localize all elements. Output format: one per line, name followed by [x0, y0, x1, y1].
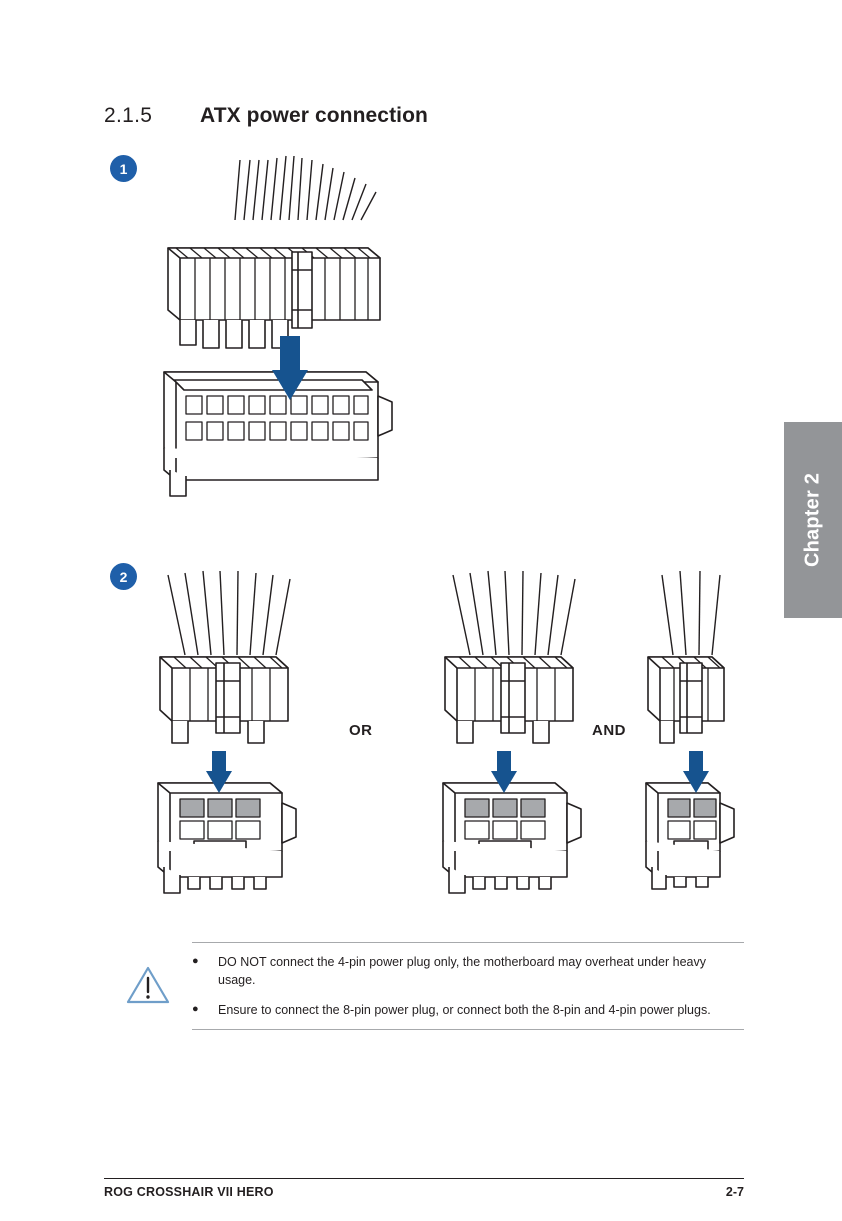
- label-or: OR: [349, 722, 373, 739]
- label-and: AND: [592, 722, 626, 739]
- note-rule-bottom: [192, 1029, 744, 1030]
- footer-page-number: 2-7: [725, 1185, 744, 1199]
- chapter-tab-label: Chapter 2: [801, 472, 824, 568]
- figure-atx-24pin-connection: [140, 140, 440, 545]
- section-title: ATX power connection: [200, 104, 428, 127]
- list-item: [192, 953, 744, 989]
- note-text: DO NOT connect the 4-pin power plug only, the motherboard may overheat under heavy usage.: [218, 955, 707, 988]
- section-number: 2.1.5: [104, 104, 153, 127]
- step-badge-1: 1: [110, 155, 137, 182]
- warning-triangle-icon: [104, 953, 192, 1021]
- footer-product-name: ROG CROSSHAIR VII HERO: [104, 1185, 274, 1199]
- note-box: [104, 942, 744, 1030]
- bullet-icon: ●: [192, 955, 199, 967]
- page-footer: [104, 1178, 744, 1199]
- chapter-tab: [784, 422, 842, 618]
- note-text: Ensure to connect the 8-pin power plug, or connect both the 8-pin and 4-pin power plugs.: [218, 1003, 711, 1018]
- list-item: [192, 1001, 744, 1019]
- figure-eps-power-connection: [140, 545, 760, 930]
- note-list: [192, 953, 744, 1021]
- bullet-icon: ●: [192, 1003, 199, 1016]
- page-title: [104, 104, 704, 128]
- step-badge-2: 2: [110, 563, 137, 590]
